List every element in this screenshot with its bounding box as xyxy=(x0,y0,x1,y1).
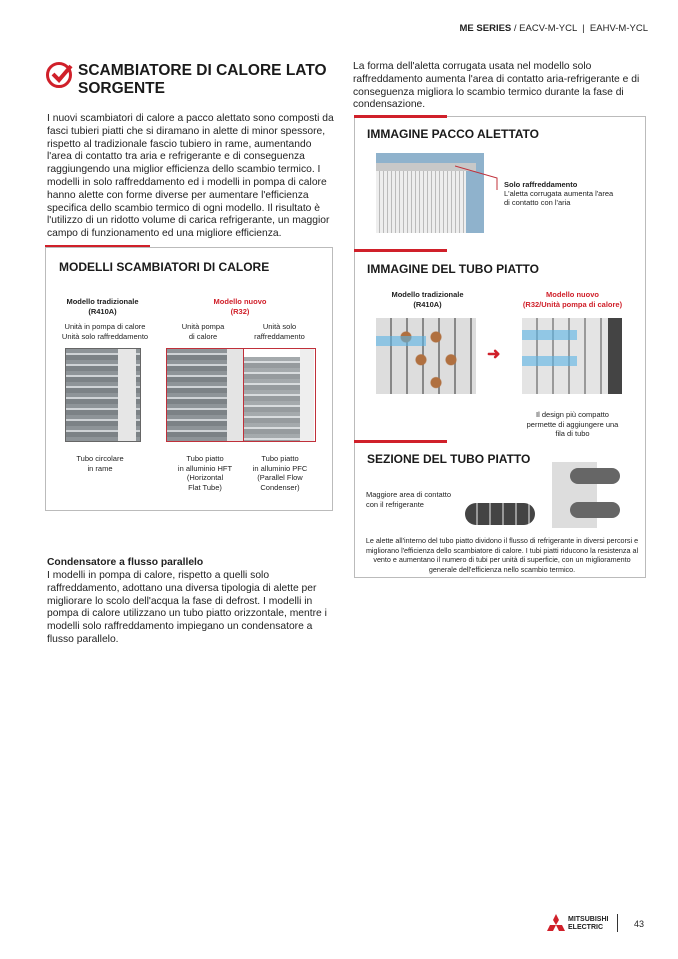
cool-units: Unità solo raffreddamento xyxy=(254,322,305,341)
page-title: SCAMBIATORE DI CALORE LATO SORGENTE xyxy=(78,62,327,97)
caption-pfc: Tubo piatto in alluminio PFC (Parallel Flow Condenser) xyxy=(252,454,308,492)
parallel-title: Condensatore a flusso parallelo xyxy=(47,557,204,568)
callout-line xyxy=(455,160,505,190)
hft-coil-image xyxy=(167,349,227,441)
trad-model-label: Modello tradizionale (R410A) xyxy=(66,297,139,316)
section-accent xyxy=(354,440,447,443)
brand-logo-text: MITSUBISHI ELECTRIC xyxy=(568,916,609,931)
hp-units: Unità pompa di calore xyxy=(181,322,225,341)
round-tube-image xyxy=(376,318,476,394)
flat-tube-image xyxy=(522,318,622,394)
footer-divider xyxy=(617,914,618,932)
copper-coil-image xyxy=(65,348,141,442)
sezione-text: Le alette all'interno del tubo piatto dividono il flusso di refrigerante in diversi percorsi e migliorano l'efficienza dello scambiatore di calore. I tubi piatti riducono la resistenza al vento e aumentano il numero di tubi per unità di superficie, con un miglioramento generale dell'efficienza nello scambio termico. xyxy=(365,536,639,574)
models-title: MODELLI SCAMBIATORI DI CALORE xyxy=(59,260,270,274)
new-model-label: Modello nuovo (R32) xyxy=(213,297,267,316)
parallel-text: I modelli in pompa di calore, rispetto a quelli solo raffreddamento, adottano una diversa tipologia di alette per migliorare lo scolo dell'acqua la fase di defrost. I modelli in pompa di calore utilizzano un tubo piatto orizzontale, mentre i modelli solo raffreddamento impiegano un condensatore a flusso parallelo. xyxy=(47,570,327,645)
tubo-trad-label: Modello tradizionale (R410A) xyxy=(391,290,464,309)
mitsubishi-logo-icon xyxy=(545,914,567,934)
caption-copper: Tubo circolare in rame xyxy=(76,454,124,473)
sezione-title: SEZIONE DEL TUBO PIATTO xyxy=(367,452,531,466)
pacco-desc: L'aletta corrugata aumenta l'area di contatto con l'aria xyxy=(504,189,614,207)
section-accent xyxy=(354,115,447,118)
pfc-coil-image xyxy=(244,357,300,441)
section-accent xyxy=(354,249,447,252)
sezione-label: Maggiore area di contatto con il refrigerante xyxy=(366,490,452,509)
series-name: ME SERIES xyxy=(459,23,512,34)
intro-text: I nuovi scambiatori di calore a pacco alettato sono composti da fasci tubieri piatti che si diramano in alette di minor spessore, rispetto al tradizionale fascio tubiero in rame, aumentando l'area di contatto tra aria e refrigerante e di conseguenza raggiungendo una miglior efficienza dello scambio termico. I modelli in solo raffreddamento ed i modelli in pompa di calore hanno alette con forme diverse per aumentare l'efficienza specifica dello scambio termico di ogni modello. Il risultato è l'utilizzo di un ridotto volume di carica refrigerante, un maggior campo di funzionamento ed una migliore efficienza. xyxy=(47,113,334,240)
arrow-right-icon: ➜ xyxy=(487,346,501,363)
trad-units: Unità in pompa di calore Unità solo raffreddamento xyxy=(61,322,149,341)
pacco-label: Solo raffreddamento xyxy=(504,180,578,189)
series-models: / EACV-M-YCL | EAHV-M-YCL xyxy=(511,23,648,34)
right-intro: La forma dell'aletta corrugata usata nel modello solo raffreddamento aumenta l'area di contatto aria-refrigerante e di conseguenza migliora lo scambio termico durante la fase di condensazione. xyxy=(353,61,640,111)
flat-tube-section-image xyxy=(465,503,535,525)
tubo-note: Il design più compatto permette di aggiungere una fila di tubo xyxy=(526,410,619,438)
check-icon xyxy=(46,62,72,88)
pacco-title: IMMAGINE PACCO ALETTATO xyxy=(367,127,539,141)
tubo-new-label: Modello nuovo (R32/Unità pompa di calore) xyxy=(522,290,623,309)
new-coils-frame xyxy=(166,348,316,442)
caption-hft: Tubo piatto in alluminio HFT (Horizontal Flat Tube) xyxy=(177,454,233,492)
tubo-title: IMMAGINE DEL TUBO PIATTO xyxy=(367,262,540,276)
page-number: 43 xyxy=(634,919,645,929)
series-header xyxy=(460,23,648,34)
pacco-callout xyxy=(504,180,613,207)
